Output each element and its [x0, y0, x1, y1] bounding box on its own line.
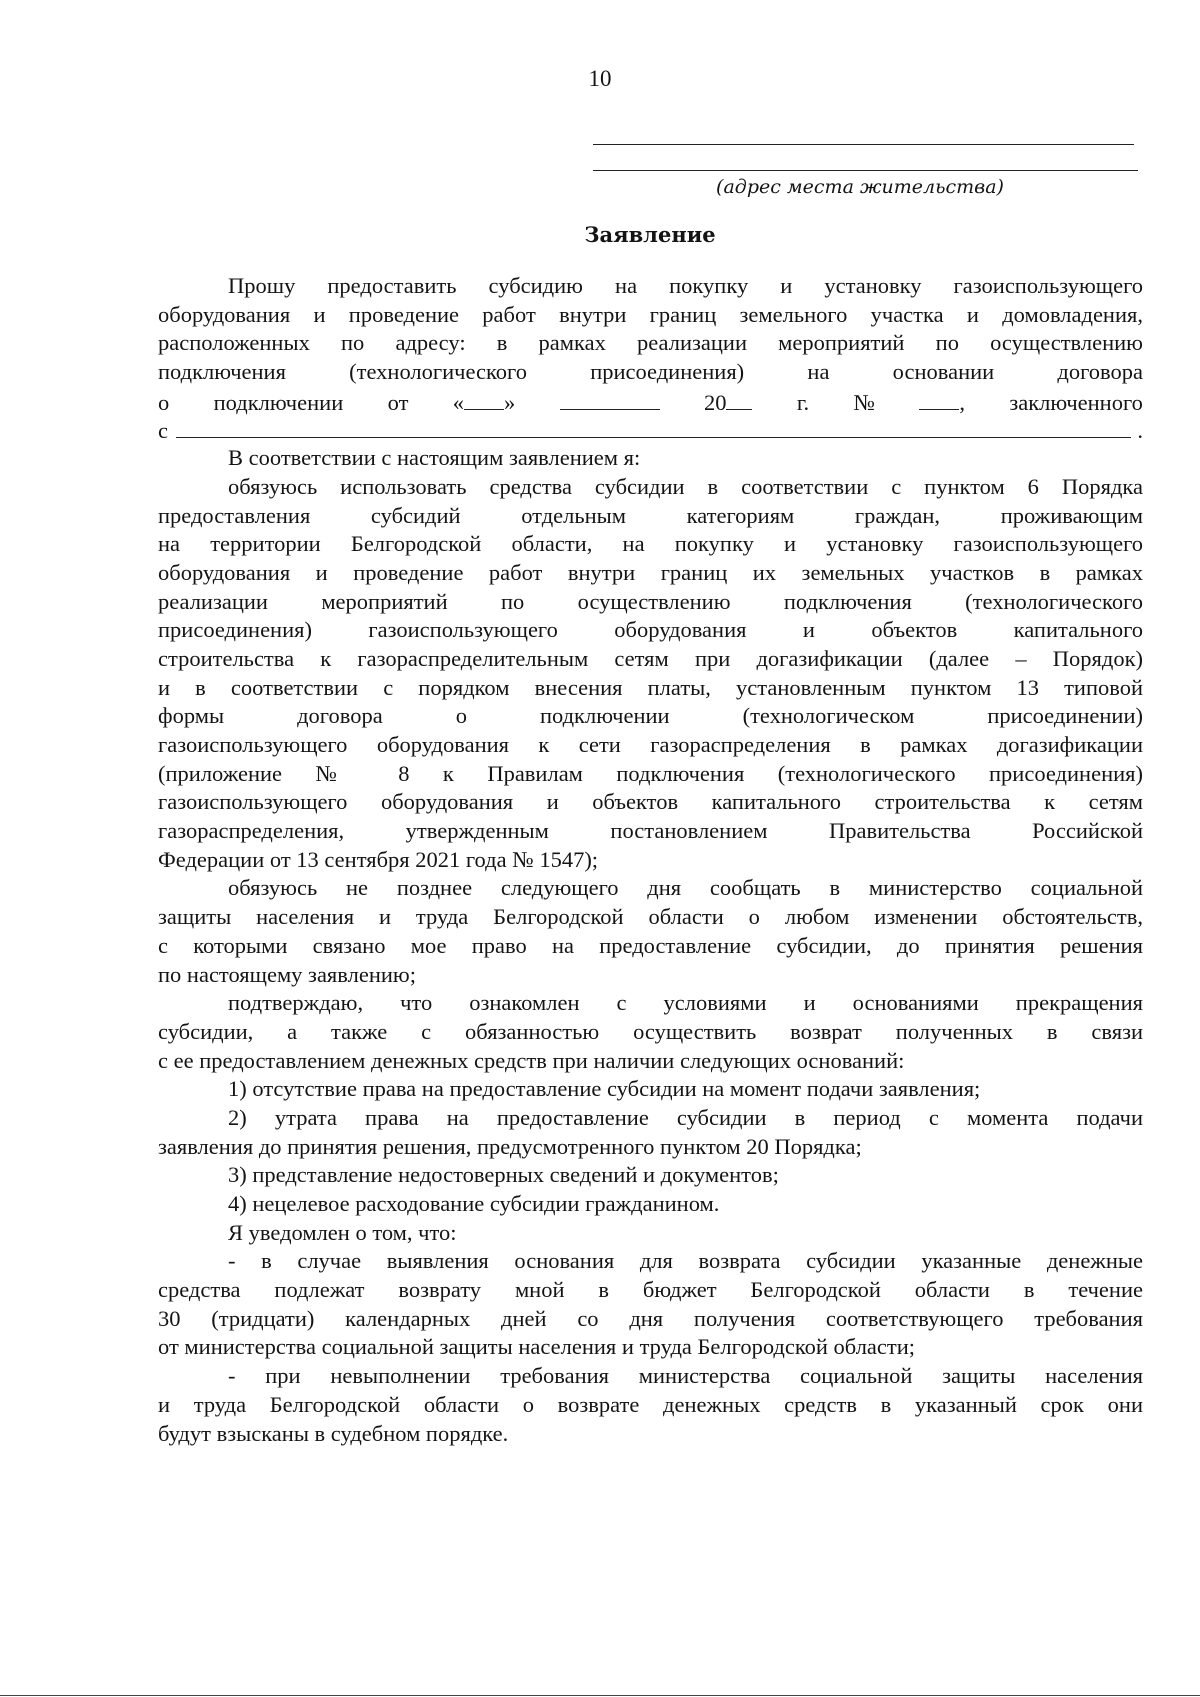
text-line: на территории Белгородской области, на покупку и установку газоиспользующего	[158, 531, 1143, 557]
list-item: 1) отсутствие права на предоставление субсидии на момент подачи заявления;	[228, 1076, 981, 1102]
text-line: защиты населения и труда Белгородской области о любом изменении обстоятельств,	[158, 904, 1143, 930]
document-body	[158, 272, 1143, 1448]
contract-number-field	[919, 387, 965, 418]
text-line: средства подлежат возврату мной в бюджет Белгородской области в течение	[158, 1277, 1143, 1303]
contract-day-field	[453, 387, 516, 418]
text-word: от	[387, 389, 409, 415]
contract-day-blank	[464, 387, 504, 410]
text-word: заключенного	[1009, 389, 1143, 415]
text-line: оборудования и проведение работ внутри границ земельного участка и домовладения,	[158, 301, 1143, 327]
text-line: с ее предоставлением денежных средств при наличии следующих оснований:	[158, 1047, 905, 1073]
text-line: предоставления субсидий отдельным категориям граждан, проживающим	[158, 502, 1143, 528]
text-line: Прошу предоставить субсидию на покупку и установку газоиспользующего	[228, 273, 1143, 298]
list-item: 4) нецелевое расходование субсидии гражданином.	[228, 1191, 720, 1216]
contract-year-field	[704, 387, 753, 418]
text-line: будут взысканы в судебном порядке.	[158, 1420, 509, 1446]
address-blank-line-1	[593, 144, 1134, 145]
text-line: - при невыполнении требования министерства социальной защиты населения	[228, 1363, 1143, 1389]
text-line: по настоящему заявлению;	[158, 961, 416, 987]
contract-year-blank	[726, 387, 752, 410]
text-line: Федерации от 13 сентября 2021 года № 1547);	[158, 846, 599, 872]
comma: ,	[959, 389, 965, 415]
text-line: - в случае выявления основания для возврата субсидии указанные денежные	[228, 1248, 1143, 1274]
text-line: оборудования и проведение работ внутри границ их земельных участков в рамках	[158, 559, 1143, 585]
text-line: субсидии, а также с обязанностью осуществить возврат полученных в связи	[158, 1018, 1143, 1044]
text-line: присоединения) газоиспользующего оборудования и объектов капитального	[158, 617, 1143, 643]
period: .	[1137, 418, 1143, 444]
concluded-with-blank	[176, 415, 1131, 438]
text-line: газоиспользующего оборудования к сети газораспределения в рамках догазификации	[158, 732, 1143, 757]
list-item: 2) утрата права на предоставление субсидии в период с момента подачи	[228, 1104, 1143, 1130]
text-word: с	[158, 418, 168, 444]
text-line: подключения (технологического присоединения) на основании договора	[158, 359, 1143, 385]
document-title: Заявление	[584, 222, 716, 247]
concluded-with-line	[158, 415, 1143, 444]
text-line: строительства к газораспределительным сетям при догазификации (далее – Порядок)	[158, 645, 1143, 671]
text-line: газоиспользующего оборудования и объектов капитального строительства к сетям	[158, 789, 1143, 815]
quote-open: «	[452, 389, 465, 415]
text-line: подтверждаю, что ознакомлен с условиями и основаниями прекращения	[228, 990, 1143, 1016]
text-word: г.	[796, 389, 810, 415]
address-caption: (адрес места жительства)	[716, 176, 1004, 198]
list-item: 3) представление недостоверных сведений и документов;	[228, 1162, 779, 1188]
text-line: В соответствии с настоящим заявлением я:	[228, 445, 641, 471]
year-prefix: 20	[703, 389, 727, 415]
text-word: о	[158, 389, 170, 415]
text-line: расположенных по адресу: в рамках реализации мероприятий по осуществлению	[158, 330, 1143, 356]
text-line: формы договора о подключении (технологическом присоединении)	[158, 703, 1143, 729]
list-item-continuation: заявления до принятия решения, предусмотренного пунктом 20 Порядка;	[158, 1133, 862, 1159]
page-number: 10	[588, 66, 612, 91]
quote-close: »	[504, 389, 516, 415]
text-line: обязуюсь не позднее следующего дня сообщать в министерство социальной	[228, 875, 1143, 901]
text-line: газораспределения, утвержденным постановлением Правительства Российской	[158, 818, 1143, 844]
address-blank-line-2	[593, 170, 1138, 171]
text-line: с которыми связано мое право на предоставление субсидии, до принятия решения	[158, 932, 1143, 958]
text-line: (приложение № 8 к Правилам подключения (технологического присоединения)	[158, 760, 1143, 786]
contract-month-blank	[560, 387, 660, 410]
text-line: Я уведомлен о том, что:	[228, 1219, 457, 1245]
document-title-wrap	[0, 222, 1200, 247]
number-sign: №	[853, 389, 875, 415]
contract-fill-line	[158, 387, 1143, 416]
text-line: реализации мероприятий по осуществлению подключения (технологического	[158, 588, 1143, 614]
text-line: от министерства социальной защиты населения и труда Белгородской области;	[158, 1334, 916, 1360]
text-line: обязуюсь использовать средства субсидии в соответствии с пунктом 6 Порядка	[228, 473, 1143, 499]
contract-number-blank	[919, 387, 959, 410]
text-line: и в соответствии с порядком внесения платы, установленным пунктом 13 типовой	[158, 674, 1143, 700]
text-word: подключении	[213, 389, 344, 415]
text-line: 30 (тридцати) календарных дней со дня получения соответствующего требования	[158, 1305, 1143, 1331]
text-line: и труда Белгородской области о возврате денежных средств в указанный срок они	[158, 1391, 1143, 1417]
page-bottom-edge	[0, 1695, 1200, 1696]
